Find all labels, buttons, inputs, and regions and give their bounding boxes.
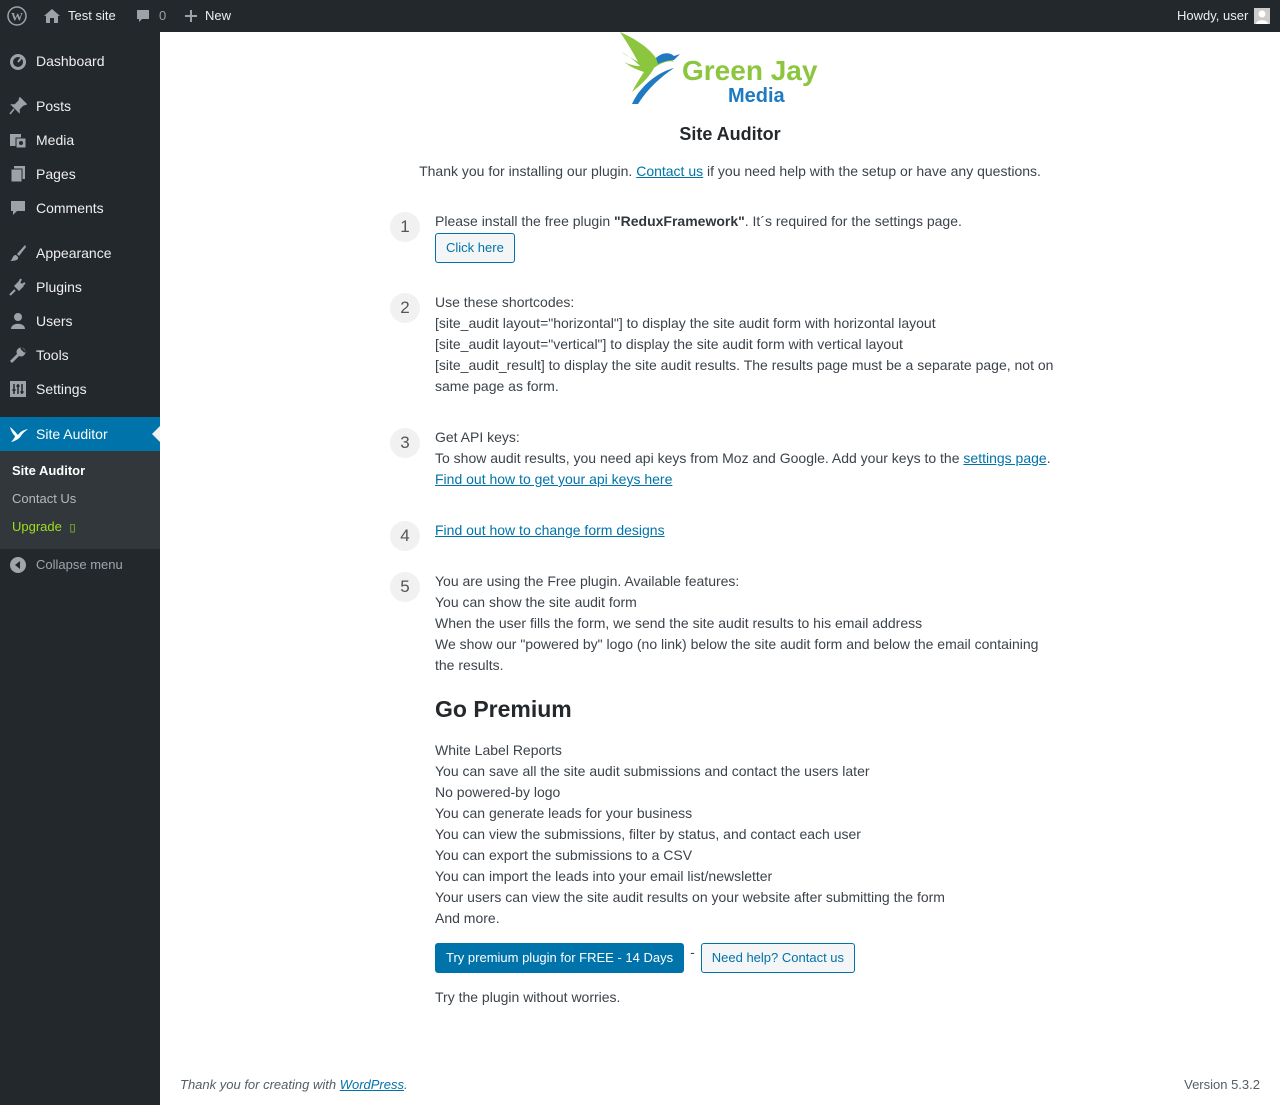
sidebar-item-label: Posts [36, 98, 72, 114]
collapse-arrow-icon [10, 557, 26, 576]
step-number-1: 1 [390, 212, 420, 242]
howdy-text: Howdy, user [1177, 8, 1249, 23]
upgrade-label: Upgrade [12, 519, 62, 534]
click-here-button[interactable]: Click here [435, 233, 515, 263]
account-link[interactable] [1177, 0, 1270, 32]
user-icon [9, 312, 27, 330]
collapse-label: Collapse menu [36, 557, 123, 572]
step-5-line: You are using the Free plugin. Available features: [435, 573, 740, 589]
pages-icon [9, 165, 27, 183]
pin-icon [9, 97, 27, 115]
step-2 [435, 292, 1055, 397]
avatar [1254, 8, 1270, 24]
plus-icon [184, 9, 198, 23]
step-3 [435, 427, 1055, 490]
premium-feature: Your users can view the site audit results on your website after submitting the form [435, 889, 945, 905]
sidebar-item-label: Users [36, 313, 73, 329]
submenu-item-upgrade[interactable] [12, 519, 76, 534]
closing-text: Try the plugin without worries. [435, 989, 621, 1005]
comments-link[interactable] [135, 0, 166, 32]
step-1-text-before: Please install the free plugin [435, 213, 611, 229]
sidebar-item-appearance[interactable] [0, 236, 160, 270]
sidebar-item-plugins[interactable] [0, 270, 160, 304]
premium-feature: And more. [435, 910, 500, 926]
premium-feature: You can generate leads for your business [435, 805, 693, 821]
site-name-link[interactable] [43, 0, 116, 32]
step-5-line: When the user fills the form, we send the site audit results to his email address [435, 615, 923, 631]
api-keys-help-link[interactable]: Find out how to get your api keys here [435, 471, 673, 487]
logo-text-primary: Green Jay [682, 55, 818, 86]
sidebar-item-comments[interactable] [0, 191, 160, 225]
intro-text [160, 163, 1280, 179]
footer-period: . [404, 1077, 408, 1092]
sidebar-item-label: Appearance [36, 245, 112, 261]
upgrade-box-icon: ▯ [69, 522, 76, 534]
step-5 [435, 571, 1055, 1008]
wordpress-logo-icon[interactable] [7, 0, 27, 32]
premium-feature: You can import the leads into your email list/newsletter [435, 868, 773, 884]
site-auditor-submenu [0, 451, 160, 549]
need-help-button[interactable]: Need help? Contact us [701, 943, 855, 973]
comment-icon [9, 199, 27, 217]
sidebar-item-label: Pages [36, 166, 76, 182]
step-number-5: 5 [390, 572, 420, 602]
step-number-3: 3 [390, 428, 420, 458]
submenu-item-site-auditor[interactable]: Site Auditor [12, 463, 86, 478]
step-2-line: [site_audit_result] to display the site audit results. The results page must be a separate page, not on same page as form. [435, 357, 1054, 394]
try-premium-button[interactable]: Try premium plugin for FREE - 14 Days [435, 943, 684, 973]
premium-feature: No powered-by logo [435, 784, 561, 800]
step-3-heading: Get API keys: [435, 429, 520, 445]
go-premium-heading: Go Premium [435, 696, 572, 722]
step-5-line: You can show the site audit form [435, 594, 637, 610]
plug-icon [9, 278, 27, 296]
premium-actions [435, 943, 1055, 973]
sidebar-item-settings[interactable] [0, 372, 160, 406]
footer-thanks [180, 1077, 408, 1092]
site-name: Test site [68, 8, 116, 23]
premium-feature: You can save all the site audit submissions and contact the users later [435, 763, 870, 779]
intro-before: Thank you for installing our plugin. [419, 163, 633, 179]
media-icon [9, 131, 27, 149]
wordpress-link[interactable]: WordPress [339, 1077, 404, 1092]
premium-feature: You can view the submissions, filter by status, and contact each user [435, 826, 861, 842]
sidebar-item-label: Settings [36, 381, 87, 397]
sidebar-item-pages[interactable] [0, 157, 160, 191]
button-separator: - [690, 944, 695, 960]
sidebar-item-label: Site Auditor [36, 426, 108, 442]
premium-feature: You can export the submissions to a CSV [435, 847, 693, 863]
settings-icon [9, 380, 27, 398]
form-designs-link[interactable]: Find out how to change form designs [435, 522, 665, 538]
premium-feature: White Label Reports [435, 742, 562, 758]
step-2-line: [site_audit layout="horizontal"] to display the site audit form with horizontal layout [435, 315, 936, 331]
sidebar-item-dashboard[interactable] [0, 44, 160, 78]
sidebar-item-label: Tools [36, 347, 69, 363]
sidebar-item-label: Dashboard [36, 53, 105, 69]
step-number-4: 4 [390, 521, 420, 551]
comment-bubble-icon [135, 8, 151, 24]
new-content-link[interactable] [184, 0, 231, 32]
main-content [160, 32, 1280, 1105]
sidebar-item-site-auditor[interactable] [0, 417, 160, 451]
paintbrush-icon [9, 244, 27, 262]
sidebar-item-label: Comments [36, 200, 104, 216]
collapse-menu-button[interactable] [0, 555, 160, 577]
intro-after: if you need help with the setup or have any questions. [707, 163, 1041, 179]
settings-page-link[interactable]: settings page [963, 450, 1047, 466]
current-menu-arrow [152, 426, 160, 442]
svg-text:W: W [11, 9, 23, 24]
step-3-text-main: To show audit results, you need api keys from Moz and Google. Add your keys to the [435, 450, 960, 466]
sidebar-item-label: Media [36, 132, 75, 148]
contact-us-link[interactable]: Contact us [636, 163, 704, 179]
footer-thanks-text: Thank you for creating with [180, 1077, 337, 1092]
step-5-line: We show our "powered by" logo (no link) below the site audit form and below the email containing the results. [435, 636, 1039, 673]
logo-text-secondary: Media [728, 85, 785, 106]
step-number-2: 2 [390, 293, 420, 323]
sidebar-item-media[interactable] [0, 123, 160, 157]
step-1-plugin-name: "ReduxFramework" [614, 213, 745, 229]
step-2-line: [site_audit layout="vertical"] to display the site audit form with vertical layout [435, 336, 903, 352]
step-2-line: Use these shortcodes: [435, 294, 575, 310]
sidebar-item-posts[interactable] [0, 89, 160, 123]
page-title: Site Auditor [679, 124, 781, 144]
step-1-text [435, 211, 1055, 232]
bird-icon [9, 425, 27, 443]
submenu-item-contact-us[interactable]: Contact Us [12, 491, 77, 506]
sidebar-item-tools[interactable] [0, 338, 160, 372]
admin-sidebar [0, 32, 160, 1105]
admin-bar [0, 0, 1280, 32]
green-jay-media-logo [618, 32, 842, 106]
footer-version: Version 5.3.2 [1184, 1077, 1260, 1092]
step-3-text: To show audit results, you need api keys from Moz and Google. Add your keys to the settings page. Find out how to get your api keys here [435, 450, 1051, 487]
step-1 [435, 211, 1055, 263]
home-icon [43, 8, 61, 24]
sidebar-item-users[interactable] [0, 304, 160, 338]
wrench-icon [9, 346, 27, 364]
step-4 [435, 520, 1055, 541]
dashboard-icon [9, 52, 27, 70]
sidebar-item-label: Plugins [36, 279, 82, 295]
new-label: New [205, 8, 232, 23]
comments-count: 0 [159, 8, 167, 23]
step-1-text-after: . It´s required for the settings page. [744, 213, 962, 229]
